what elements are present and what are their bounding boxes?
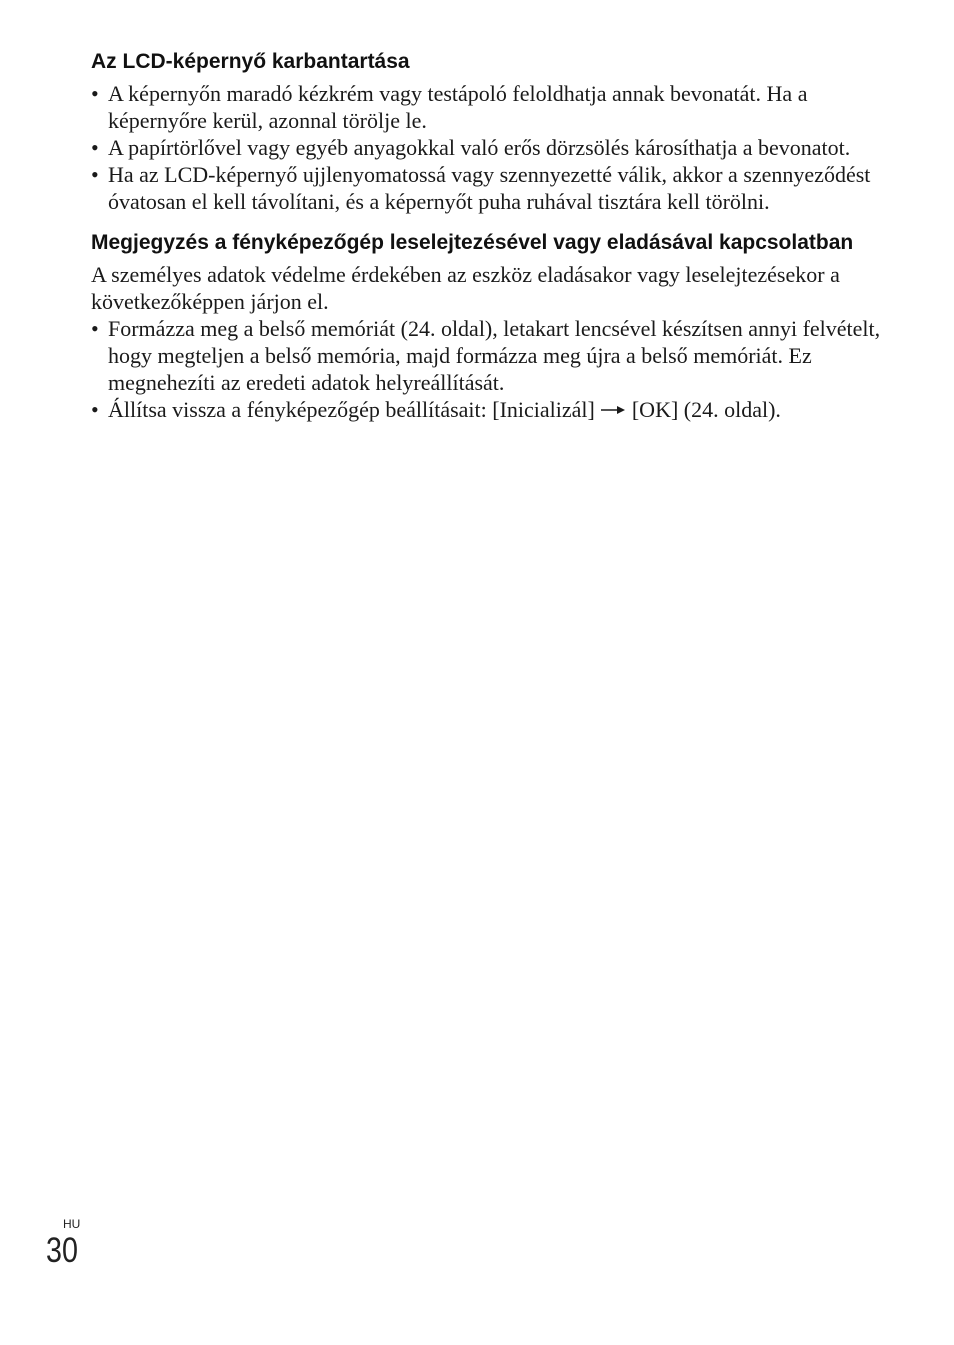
page-number: 30 xyxy=(46,1231,78,1270)
list-item xyxy=(91,134,881,161)
right-arrow-icon xyxy=(600,405,626,415)
bullet-icon: • xyxy=(91,81,99,106)
list-item xyxy=(91,396,881,423)
list-item-text: Formázza meg a belső memóriát (24. oldal), letakart lencsével készítsen annyi felvételt, hogy megteljen a belső memória, majd formázza meg újra a belső memóriát. Ez megnehezíti az eredeti adatok helyreállítását. xyxy=(108,316,881,395)
bullet-icon: • xyxy=(91,316,99,341)
list-item-text-after-arrow: [OK] (24. oldal). xyxy=(631,397,781,422)
lcd-care-list xyxy=(91,80,881,215)
page-content xyxy=(91,48,881,423)
bullet-icon: • xyxy=(91,135,99,160)
disposal-intro: A személyes adatok védelme érdekében az eszköz eladásakor vagy leselejtezésekor a következőképpen járjon el. xyxy=(91,262,840,314)
page-footer xyxy=(46,1217,85,1271)
list-item-text-before-arrow: Állítsa vissza a fényképezőgép beállításait: [Inicializál] xyxy=(108,397,595,422)
section-heading-lcd-care: Az LCD-képernyő karbantartása xyxy=(91,50,410,73)
list-item xyxy=(91,161,881,215)
list-item xyxy=(91,80,881,134)
bullet-icon: • xyxy=(91,397,99,422)
section-heading-disposal: Megjegyzés a fényképezőgép leselejtezésével vagy eladásával kapcsolatban xyxy=(91,231,854,254)
disposal-list xyxy=(91,315,881,423)
list-item-text: A papírtörlővel vagy egyéb anyagokkal való erős dörzsölés károsíthatja a bevonatot. xyxy=(108,135,851,160)
bullet-icon: • xyxy=(91,162,99,187)
list-item-text: Ha az LCD-képernyő ujjlenyomatossá vagy szennyezetté válik, akkor a szennyeződést óvatosan el kell távolítani, és a képernyőt puha ruhával tisztára kell törölni. xyxy=(108,162,871,214)
language-code: HU xyxy=(63,1217,81,1231)
list-item xyxy=(91,315,881,396)
list-item-text: A képernyőn maradó kézkrém vagy testápoló feloldhatja annak bevonatát. Ha a képernyőre kerül, azonnal törölje le. xyxy=(108,81,808,133)
